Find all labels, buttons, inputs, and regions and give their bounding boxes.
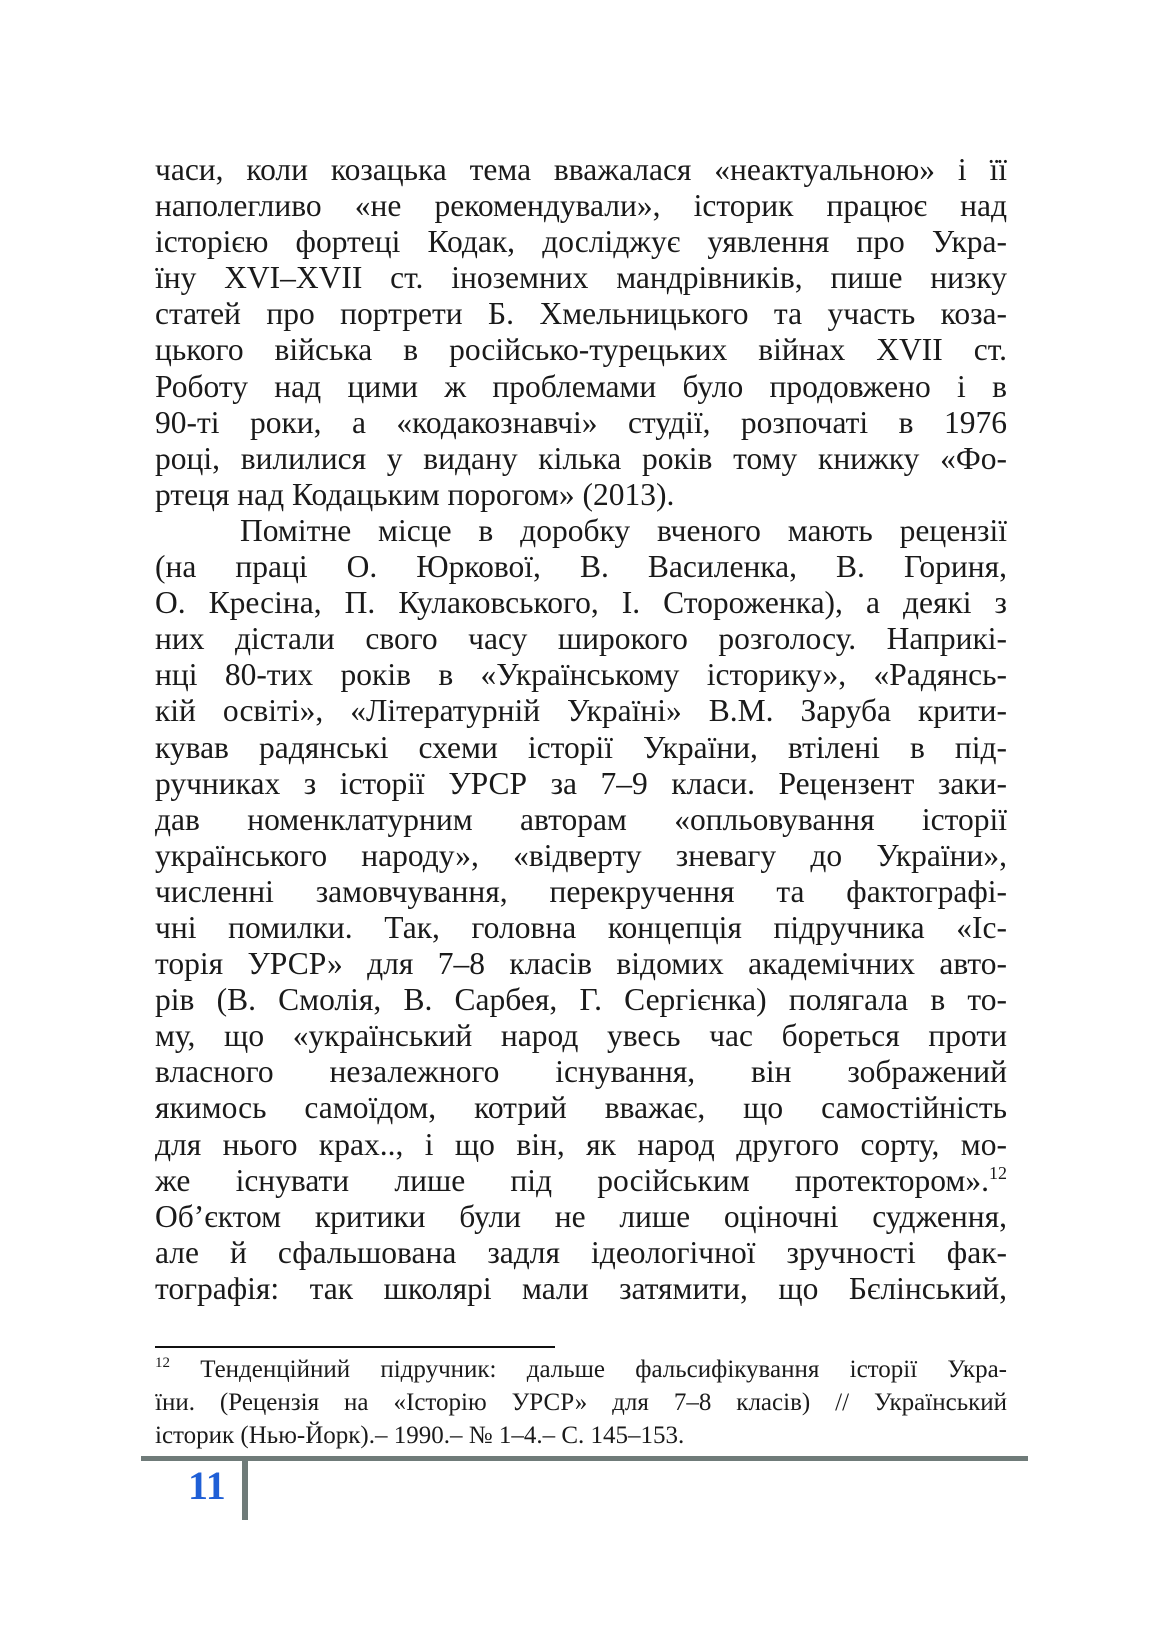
text-line: дав номенклатурним авторам «опльовування історії — [155, 801, 1007, 837]
text-line: для нього крах.., і що він, як народ другого сорту, мо- — [155, 1126, 1007, 1162]
footer-divider — [242, 1456, 248, 1520]
text-line: же існувати лише під російським протектором». — [155, 1162, 989, 1198]
text-line: ручниках з історії УРСР за 7–9 класи. Рецензент заки- — [155, 765, 1007, 801]
text-line: О. Кресіна, П. Кулаковського, І. Стороженка), а деякі з — [155, 585, 1007, 621]
text-line: них дістали свого часу широкого розголосу. Наприкі- — [155, 621, 1007, 657]
text-line: кій освіті», «Літературній Україні» В.М. Заруба крити- — [155, 693, 1007, 729]
text-line: статей про портрети Б. Хмельницького та участь коза- — [155, 296, 1007, 332]
text-line: рів (В. Смолія, В. Сарбея, Г. Сергієнка) полягала в то- — [155, 982, 1007, 1018]
text-line: кував радянські схеми історії України, втілені в під- — [155, 729, 1007, 765]
text-line: якимось самоїдом, котрий вважає, що самостійність — [155, 1090, 1007, 1126]
footnote-line: їни. (Рецензія на «Історію УРСР» для 7–8 класів) // Український — [155, 1389, 1007, 1416]
text-line: році, вилилися у видану кілька років тому книжку «Фо- — [155, 440, 1007, 476]
text-line: наполегливо «не рекомендували», історик працює над — [155, 188, 1007, 224]
text-line: (на праці О. Юркової, В. Василенка, В. Гориня, — [155, 549, 1007, 585]
text-line: тографія: так школярі мали затямити, що Бєлінський, — [155, 1270, 1007, 1306]
footnote-number: 12 — [155, 1355, 170, 1371]
text-line: 90-ті роки, а «кодакознавчі» студії, розпочаті в 1976 — [155, 404, 1007, 440]
footnote-reference[interactable]: 12 — [989, 1162, 1007, 1183]
text-line: Помітне місце в доробку вченого мають рецензії — [240, 512, 1007, 548]
text-line: нці 80-тих років в «Українському історику», «Радянсь- — [155, 657, 1007, 693]
text-line: часи, коли козацька тема вважалася «неактуальною» і її — [155, 152, 1007, 187]
page-number: 11 — [188, 1463, 226, 1508]
footnote-text: Тенденційний підручник: дальше фальсифікування історії Укра- — [200, 1356, 1007, 1383]
text-line: торія УРСР» для 7–8 класів відомих академічних авто- — [155, 946, 1007, 982]
text-line: Об’єктом критики були не лише оціночні судження, — [155, 1198, 1007, 1234]
text-line: але й сфальшована задля ідеологічної зручності фак- — [155, 1234, 1007, 1270]
footnote-line — [155, 1353, 1007, 1386]
footnote-line: історик (Нью-Йорк).– 1990.– № 1–4.– С. 145–153. — [155, 1422, 685, 1449]
text-line: Роботу над цими ж проблемами було продовжено і в — [155, 368, 1007, 404]
text-line: українського народу», «відверту зневагу до України», — [155, 837, 1007, 873]
text-line: чні помилки. Так, головна концепція підручника «Іс- — [155, 909, 1007, 945]
text-line: власного незалежного існування, він зображений — [155, 1054, 1007, 1090]
paragraph-1 — [155, 152, 1007, 513]
text-line: численні замовчування, перекручення та фактографі- — [155, 873, 1007, 909]
footnote-12 — [155, 1353, 1007, 1452]
footer-rule — [141, 1456, 1028, 1461]
text-line: ртеця над Кодацьким порогом» (2013). — [155, 476, 675, 512]
paragraph-2 — [155, 513, 1007, 1307]
text-line: цького війська в російсько-турецьких війнах XVII ст. — [155, 332, 1007, 368]
text-line-with-footnote — [155, 1163, 1007, 1199]
text-line: му, що «український народ увесь час бореться проти — [155, 1018, 1007, 1054]
text-line: їну XVI–XVII ст. іноземних мандрівників, пише низку — [155, 260, 1007, 296]
footnote-separator — [155, 1346, 555, 1348]
main-text — [155, 152, 1007, 1307]
text-line: історією фортеці Кодак, досліджує уявлення про Укра- — [155, 224, 1007, 260]
